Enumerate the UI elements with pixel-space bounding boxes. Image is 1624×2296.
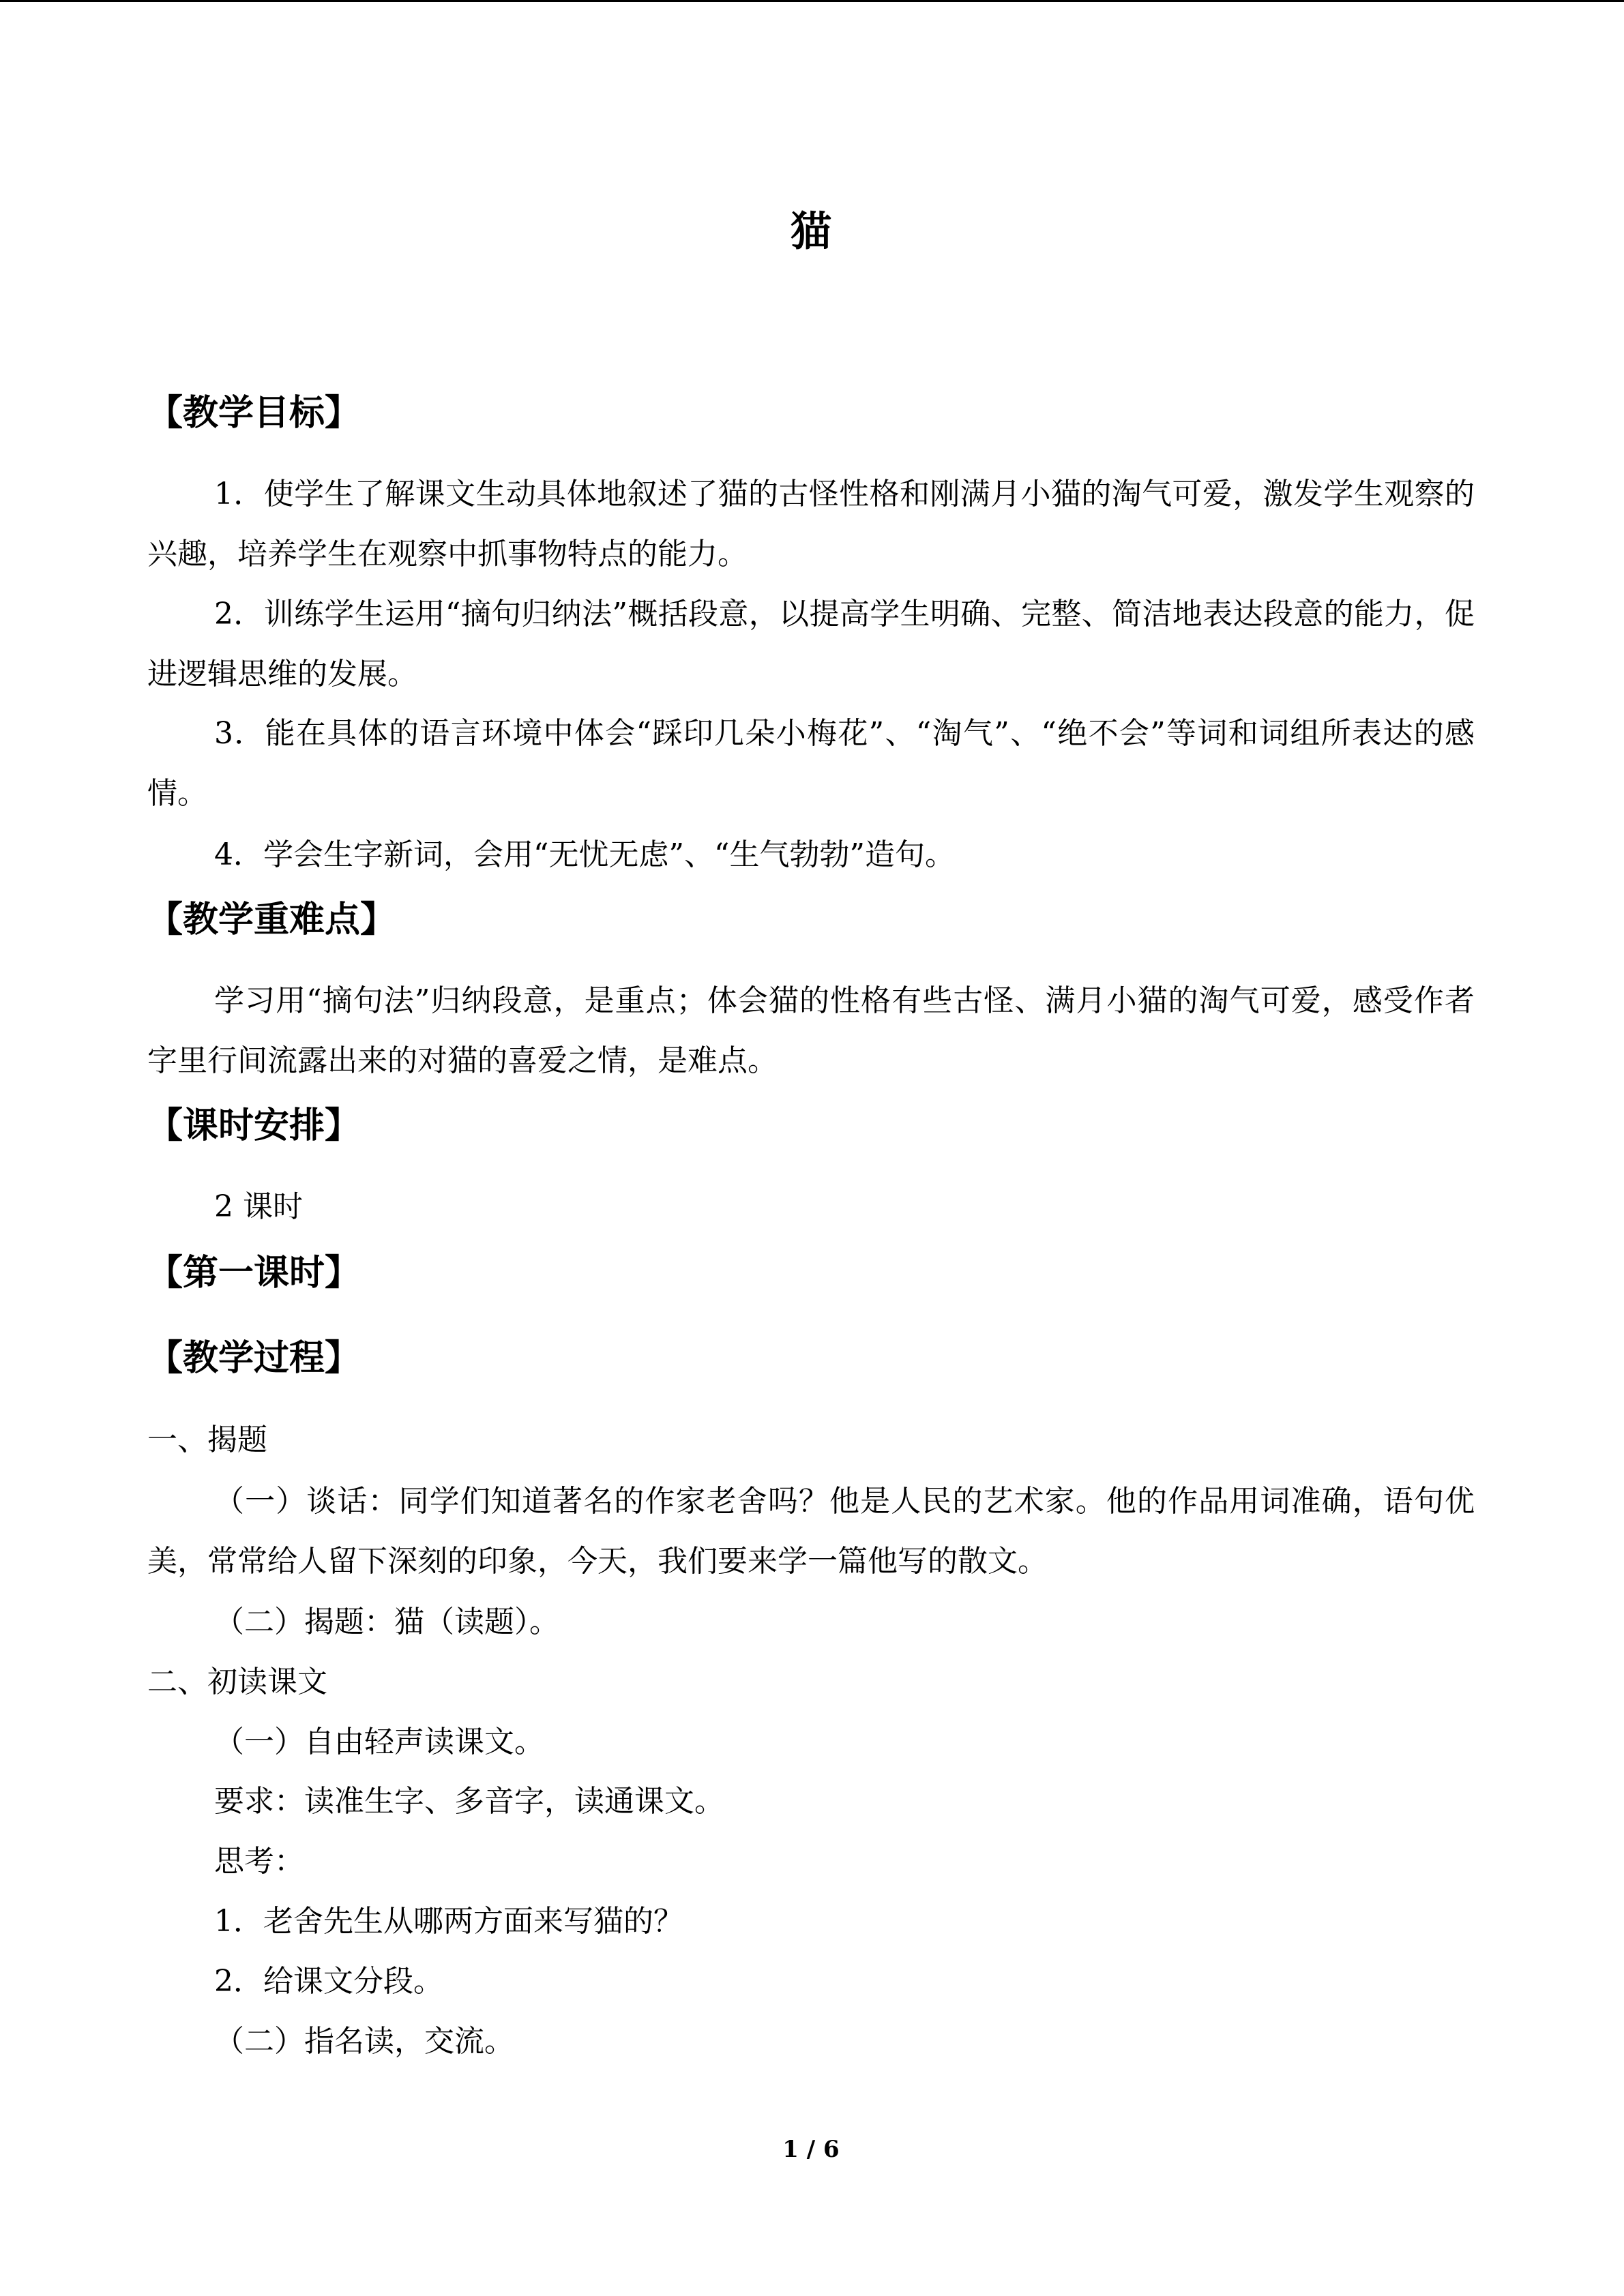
objective-item-3: 3．能在具体的语言环境中体会“踩印几朵小梅花”、“淘气”、“绝不会”等词和词组所表达的感情。 — [147, 716, 1475, 811]
objective-item-4: 4．学会生字新词，会用“无忧无虑”、“生气勃勃”造句。 — [214, 837, 955, 872]
objective-item-2: 2．训练学生运用“摘句归纳法”概括段意，以提高学生明确、完整、简洁地表达段意的能力，促进逻辑思维的发展。 — [147, 597, 1475, 691]
step1-title: 一、揭题 — [147, 1422, 267, 1457]
lesson-one-heading: 【第一课时】 — [147, 1253, 361, 1294]
document-title: 猫 — [791, 208, 831, 256]
schedule-text: 2 课时 — [214, 1189, 303, 1224]
schedule-heading: 【课时安排】 — [147, 1105, 361, 1146]
step2-title: 二、初读课文 — [147, 1665, 327, 1699]
step1-reveal: （二）揭题：猫（读题）。 — [214, 1605, 559, 1639]
step2-named-reading: （二）指名读，交流。 — [214, 2024, 514, 2059]
page-number: 1 / 6 — [782, 2136, 840, 2163]
key-points-heading: 【教学重难点】 — [147, 899, 396, 940]
step2-question-2: 2．给课文分段。 — [214, 1964, 443, 1999]
step2-think-label: 思考： — [214, 1844, 304, 1879]
step1-talk: （一）谈话：同学们知道著名的作家老舍吗？他是人民的艺术家。他的作品用词准确，语句优美，常常给人留下深刻的印象，今天，我们要来学一篇他写的散文。 — [147, 1484, 1475, 1579]
key-points-text: 学习用“摘句法”归纳段意，是重点；体会猫的性格有些古怪、满月小猫的淘气可爱，感受作者字里行间流露出来的对猫的喜爱之情，是难点。 — [147, 983, 1475, 1078]
objective-item-1: 1．使学生了解课文生动具体地叙述了猫的古怪性格和刚满月小猫的淘气可爱，激发学生观察的兴趣，培养学生在观察中抓事物特点的能力。 — [147, 477, 1475, 571]
process-heading: 【教学过程】 — [147, 1338, 361, 1379]
step2-free-read: （一）自由轻声读课文。 — [214, 1725, 544, 1759]
step2-requirement: 要求：读准生字、多音字，读通课文。 — [214, 1784, 724, 1819]
document-page — [147, 0, 1475, 2296]
objectives-heading: 【教学目标】 — [147, 393, 361, 434]
step2-question-1: 1．老舍先生从哪两方面来写猫的？ — [214, 1904, 683, 1939]
